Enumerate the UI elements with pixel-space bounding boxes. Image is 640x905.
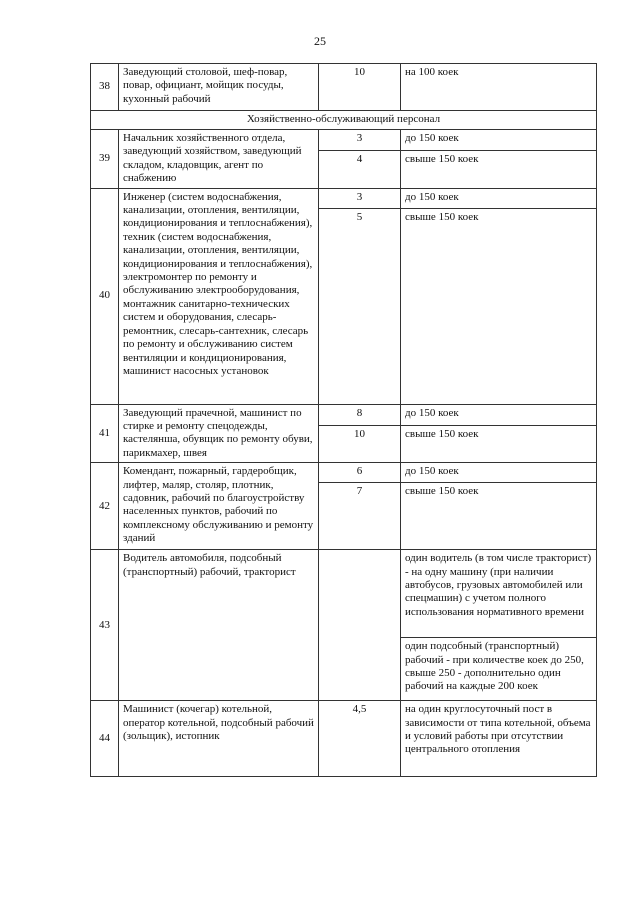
row-number: 41 — [91, 404, 119, 463]
norm-condition: до 150 коек — [401, 463, 597, 483]
row-number: 39 — [91, 130, 119, 189]
position-names: Машинист (кочегар) котельной, оператор котельной, подсобный рабочий (зольщик), истопник — [119, 701, 319, 777]
page-number: 25 — [314, 34, 326, 48]
table-row — [91, 188, 597, 208]
row-number: 42 — [91, 463, 119, 550]
staff-norm: 5 — [319, 208, 401, 404]
norm-condition: один подсобный (транспортный) рабочий - при количестве коек до 250, свыше 250 - дополнительно один рабочий на каждые 200 коек — [401, 638, 597, 701]
staff-norm: 6 — [319, 463, 401, 483]
staff-norm: 4 — [319, 151, 401, 188]
norm-condition: на 100 коек — [401, 64, 597, 111]
staff-norm: 3 — [319, 188, 401, 208]
row-number: 38 — [91, 64, 119, 111]
norm-condition: свыше 150 коек — [401, 208, 597, 404]
row-number: 43 — [91, 550, 119, 701]
norm-condition: до 150 коек — [401, 404, 597, 425]
table-row — [91, 550, 597, 638]
staff-norm: 10 — [319, 64, 401, 111]
section-row — [91, 111, 597, 130]
norm-condition: свыше 150 коек — [401, 151, 597, 188]
row-number: 44 — [91, 701, 119, 777]
position-names: Водитель автомобиля, подсобный (транспортный) рабочий, тракторист — [119, 550, 319, 701]
staff-norm: 4,5 — [319, 701, 401, 777]
position-names: Инженер (систем водоснабжения, канализации, отопления, вентиляции, кондиционирования и теплоснабжения), техник (систем водоснабжения, канализации, отопления, вентиляции, кондиционирования и теплоснабжения), электромонтер по ремонту и обслуживанию электрооборудования, монтажник санитарно-технических систем и оборудования, слесарь-ремонтник, слесарь-сантехник, слесарь по ремонту и обслуживанию систем вентиляции и кондиционирования, машинист насосных установок — [119, 188, 319, 404]
norm-condition: свыше 150 коек — [401, 483, 597, 550]
staffing-norms-table — [90, 63, 597, 777]
norm-condition: свыше 150 коек — [401, 425, 597, 462]
position-names: Заведующий прачечной, машинист по стирке и ремонту спецодежды, кастелянша, обувщик по ремонту обуви, парикмахер, швея — [119, 404, 319, 463]
table-row — [91, 463, 597, 483]
table-row — [91, 130, 597, 151]
position-names: Начальник хозяйственного отдела, заведующий хозяйством, заведующий складом, кладовщик, агент по снабжению — [119, 130, 319, 189]
table-row — [91, 404, 597, 425]
norm-condition: на один круглосуточный пост в зависимости от типа котельной, объема и условий работы при отсутствии центрального отопления — [401, 701, 597, 777]
table-row — [91, 64, 597, 111]
row-number: 40 — [91, 188, 119, 404]
staff-norm — [319, 550, 401, 701]
position-names: Комендант, пожарный, гардеробщик, лифтер, маляр, столяр, плотник, садовник, рабочий по благоустройству населенных пунктов, рабочий по комплексному обслуживанию и ремонту зданий — [119, 463, 319, 550]
table-row — [91, 701, 597, 777]
norm-condition: до 150 коек — [401, 130, 597, 151]
staff-norm: 3 — [319, 130, 401, 151]
staff-norm: 7 — [319, 483, 401, 550]
staff-norm: 10 — [319, 425, 401, 462]
position-names: Заведующий столовой, шеф-повар, повар, официант, мойщик посуды, кухонный рабочий — [119, 64, 319, 111]
norm-condition: до 150 коек — [401, 188, 597, 208]
norm-condition: один водитель (в том числе тракторист) - на одну машину (при наличии автобусов, грузовых автомобилей или спецмашин) с учетом полного использования нормативного времени — [401, 550, 597, 638]
section-title: Хозяйственно-обслуживающий персонал — [91, 111, 597, 130]
staff-norm: 8 — [319, 404, 401, 425]
